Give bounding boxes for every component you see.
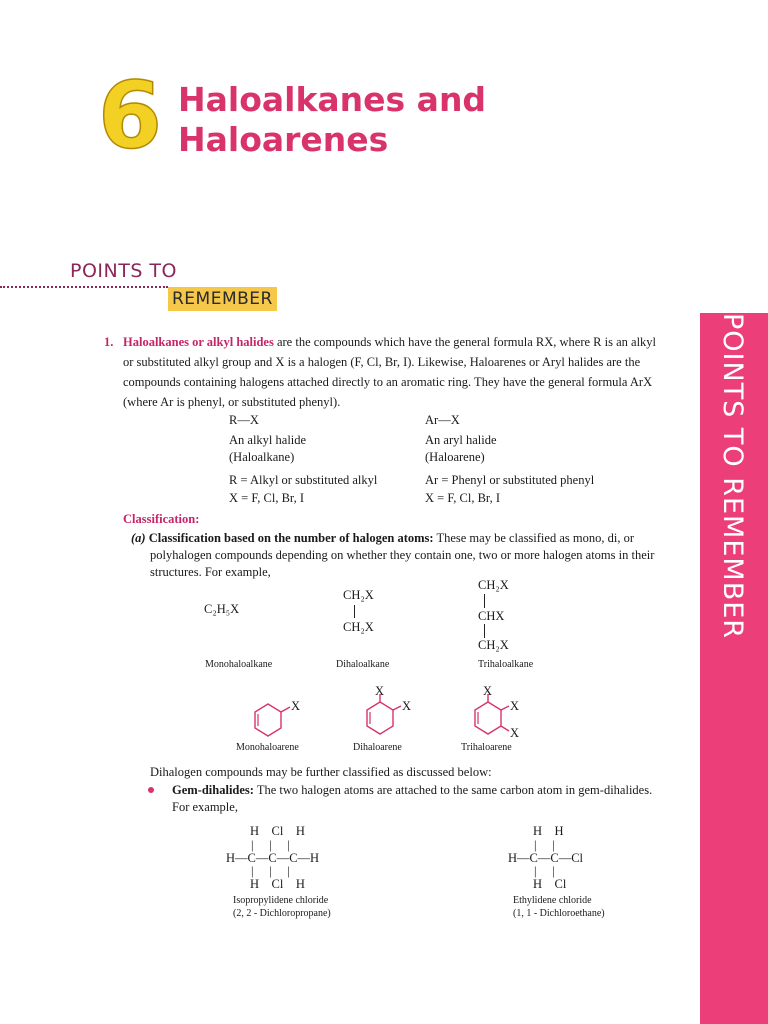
dihaloalkane-bottom: CH₂X — [343, 620, 374, 634]
formula-left-3: R = Alkyl or substituted alkyl — [229, 473, 378, 487]
arene-tri-x-low: X — [510, 726, 520, 740]
arene-tri-x-side: X — [510, 699, 520, 713]
formula-right-4: X = F, Cl, Br, I — [425, 491, 500, 505]
side-tab-label: POINTS TO REMEMBER — [717, 313, 748, 640]
monohaloalkane-formula: C₂H₅X — [204, 602, 240, 616]
isopropylidene-name: Isopropylidene chloride — [233, 895, 329, 906]
tri-bond-side — [501, 706, 509, 710]
ethylidene-top: H H — [533, 824, 564, 838]
ethylidene-main: H—C—C—Cl — [508, 851, 584, 865]
benzene-ring-tri — [475, 702, 501, 734]
formula-right-1: An aryl halide — [425, 433, 497, 447]
label-trihaloalkane: Trihaloalkane — [478, 659, 534, 670]
classification-a-line1: (a) Classification based on the number of halogen atoms: These may be classified as mono, di, or — [131, 531, 634, 545]
chapter-title-line2: Haloarenes — [178, 120, 389, 159]
point1-line4: (where Ar is phenyl, or substituted phenyl). — [123, 395, 341, 409]
formula-right-0: Ar—X — [425, 413, 460, 427]
ethylidene-name: Ethylidene chloride — [513, 895, 592, 906]
point1-line2: or substituted alkyl group and X is a halogen (F, Cl, Br, I). Likewise, Haloarenes or Aryl halides are the — [123, 355, 641, 369]
ethylidene-iupac: (1, 1 - Dichloroethane) — [513, 908, 605, 919]
di-bond-side — [393, 706, 401, 710]
mono-bond — [281, 707, 290, 712]
section-heading-line1: POINTS TO — [70, 260, 177, 282]
chapter-title-line1: Haloalkanes and — [178, 80, 487, 119]
bullet — [148, 787, 154, 793]
trihaloalkane-top: CH₂X — [478, 578, 509, 592]
arene-tri-x-top: X — [483, 684, 493, 698]
label-dihaloarene: Dihaloarene — [353, 742, 402, 753]
label-monohaloarene: Monohaloarene — [236, 742, 299, 753]
label-monohaloalkane: Monohaloalkane — [205, 659, 273, 670]
arene-mono-x: X — [291, 699, 301, 713]
gem-line2: For example, — [172, 800, 238, 814]
section-heading-line2: REMEMBER — [168, 287, 277, 311]
isopropylidene-bars-bottom: | | | — [251, 864, 290, 878]
formula-left-4: X = F, Cl, Br, I — [229, 491, 304, 505]
ethylidene-bars-top: | | — [534, 838, 555, 852]
benzene-ring-mono — [255, 704, 281, 736]
gem-line1: Gem-dihalides: The two halogen atoms are attached to the same carbon atom in gem-dihalides. — [172, 783, 653, 797]
dihalogen-text: Dihalogen compounds may be further classified as discussed below: — [150, 765, 492, 779]
formula-left-2: (Haloalkane) — [229, 450, 295, 464]
classification-a-line3: structures. For example, — [150, 565, 271, 579]
classification-a-line2: polyhalogen compounds depending on whether they contain one, two or more halogen atoms in their — [150, 548, 655, 562]
formula-left-1: An alkyl halide — [229, 433, 307, 447]
label-trihaloarene: Trihaloarene — [461, 742, 512, 753]
isopropylidene-main: H—C—C—C—H — [226, 851, 320, 865]
trihaloalkane-mid: CHX — [478, 609, 505, 623]
isopropylidene-top: H Cl H — [250, 824, 305, 838]
formula-right-2: (Haloarene) — [425, 450, 485, 464]
isopropylidene-iupac: (2, 2 - Dichloropropane) — [233, 908, 331, 919]
isopropylidene-bars-top: | | | — [251, 838, 290, 852]
arene-di-x-top: X — [375, 684, 385, 698]
formula-left-0: R—X — [229, 413, 259, 427]
point1-line1: Haloalkanes or alkyl halides are the compounds which have the general formula RX, where R is an alkyl — [123, 335, 657, 349]
arene-di-x-side: X — [402, 699, 412, 713]
label-dihaloalkane: Dihaloalkane — [336, 659, 390, 670]
trihaloalkane-bottom: CH₂X — [478, 638, 509, 652]
benzene-ring-di — [367, 702, 393, 734]
ethylidene-bars-bottom: | | — [534, 864, 555, 878]
chapter-number: 6 — [98, 62, 163, 169]
ethylidene-bottom: H Cl — [533, 877, 567, 891]
formula-right-3: Ar = Phenyl or substituted phenyl — [425, 473, 595, 487]
point-number: 1. — [104, 335, 114, 349]
isopropylidene-bottom: H Cl H — [250, 877, 305, 891]
point1-term: Haloalkanes or alkyl halides — [123, 335, 274, 349]
dihaloalkane-top: CH₂X — [343, 588, 374, 602]
tri-bond-low — [501, 726, 509, 731]
classification-heading: Classification: — [123, 512, 200, 526]
point1-line3: compounds containing halogens attached directly to an aromatic ring. They have the general formula ArX — [123, 375, 653, 389]
